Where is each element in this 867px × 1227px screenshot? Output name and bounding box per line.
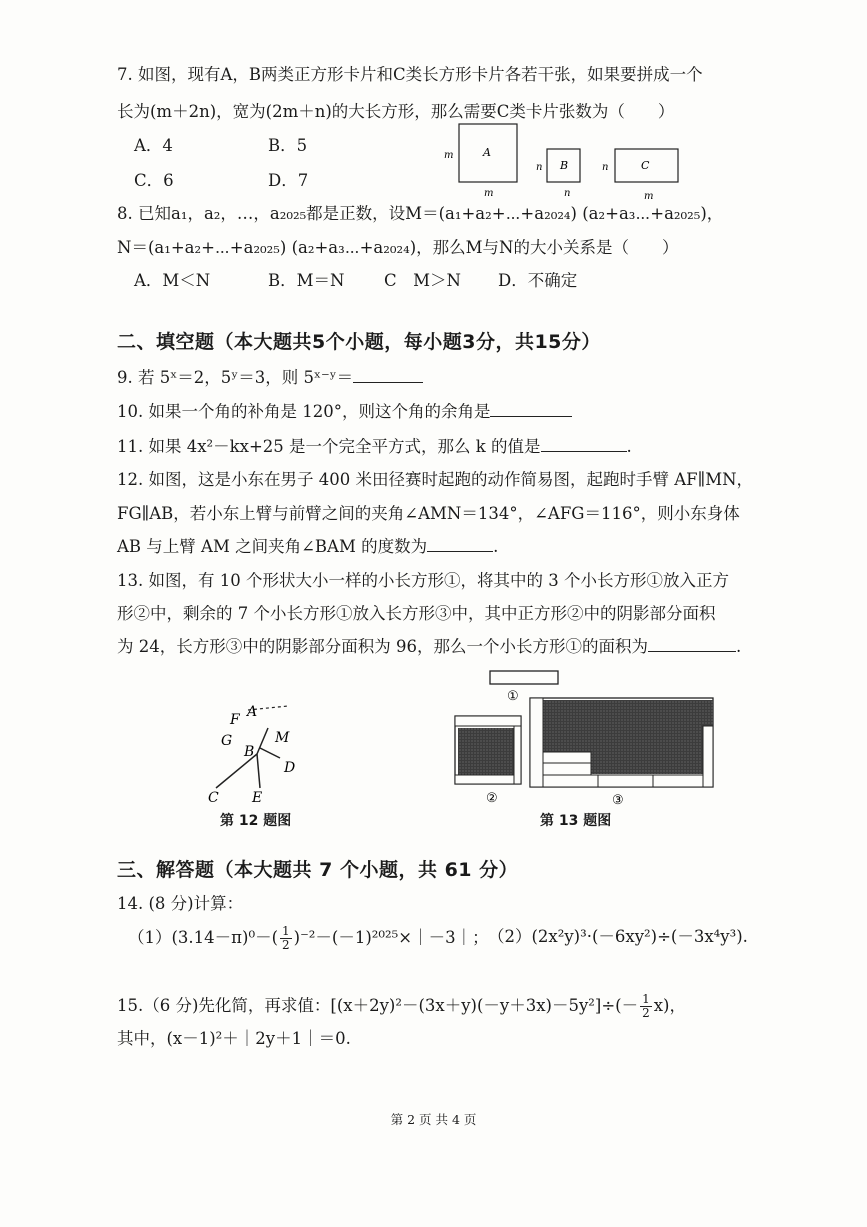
q8-options [134,270,634,294]
q8-option-a: A．M＜N [134,271,211,290]
q15-fraction-den: 2 [642,1006,650,1020]
q8-line2: N＝(a₁+a₂+⋯+a₂₀₂₅) (a₂+a₃⋯+a₂₀₂₄)，那么M与N的大小关系是（ ） [117,238,679,257]
fig12-label-e: E [252,790,263,806]
q12-line1: 12. 如图，这是小东在男子 400 米田径赛时起跑的动作简易图，起跑时手臂 AF∥MN， [117,470,754,489]
fig13-label-1: ① [507,689,519,704]
fig13-caption: 第 13 题图 [540,813,612,829]
fig13-diagram [450,668,725,810]
fig13-rect-3-piece-e [653,775,703,787]
fig13-square-2-rect-top [455,716,521,726]
q12-end: . [493,537,499,556]
q15-line2: 其中，(x－1)²＋｜2y＋1｜＝0. [117,1029,351,1048]
q13-line1: 13. 如图，有 10 个形状大小一样的小长方形①，将其中的 3 个小长方形①放入正方 [117,571,729,590]
q7-line1: 7. 如图，现有A，B两类正方形卡片和C类长方形卡片各若干张，如果要拼成一个 [117,65,703,84]
q15-fraction [640,993,652,1020]
card-b-bottom-n: n [564,188,571,199]
fig13-rect-3-piece-b [543,763,591,775]
q12-line2: FG∥AB，若小东上臂与前臂之间的夹角∠AMN＝134°，∠AFG＝116°，则小东身体 [117,504,740,523]
q8-option-c: C M＞N [384,271,461,290]
fig12-line-ba [257,728,268,754]
card-c-bottom-m: m [644,191,654,202]
page-footer: 第 2 页 共 4 页 [390,1112,477,1127]
q12-answer-blank [427,536,493,552]
q13-line2: 形②中，剩余的 7 个小长方形①放入长方形③中，其中正方形②中的阴影部分面积 [117,604,716,623]
q14-part1 [128,922,489,954]
fig12-label-b: B [244,744,255,760]
q11 [117,436,632,458]
fig13-rect-3-piece-f [703,726,713,787]
section-3-heading: 三、解答题（本大题共 7 个小题，共 61 分） [117,859,519,881]
q13-line3-text: 为 24，长方形③中的阴影部分面积为 96，那么一个小长方形①的面积为 [117,637,648,656]
q14-title: 14. (8 分)计算： [117,894,244,913]
q11-answer-blank [541,436,627,452]
q7-line2: 长为(m＋2n)，宽为(2m＋n)的大长方形，那么需要C类卡片张数为（ ） [117,102,675,121]
fig12-label-f: F [230,712,240,728]
fig12-line-be [257,754,260,788]
fig13-square-2-rect-side [514,726,521,784]
q12-line3 [117,536,498,558]
q15-line1 [117,990,686,1022]
q9-answer-blank [353,367,423,383]
fig13-square-2-rect-bottom [455,775,514,784]
fig12-label-m: M [275,730,290,746]
q11-text: 11. 如果 4x²－kx+25 是一个完全平方式，那么 k 的值是 [117,437,541,456]
q10 [117,401,572,423]
q15-line1-b: x)， [653,996,686,1015]
q8-line1: 8. 已知a₁，a₂，…，a₂₀₂₅都是正数，设M＝(a₁+a₂+⋯+a₂₀₂₄) (a₂+a₃⋯+a₂₀₂₅)， [117,204,724,223]
fig13-rect-3-piece-c [543,775,598,787]
q12-line3-text: AB 与上臂 AM 之间夹角∠BAM 的度数为 [117,537,428,556]
fig13-rect-3-piece-a [543,752,591,763]
q15-line1-a: 15.（6 分)先化简，再求值：[(x＋2y)²－(3x＋y)(－y＋3x)－5y²]÷(－ [117,996,639,1015]
fig12-label-a: A [247,704,258,720]
q14-part2: （2）(2x²y)³·(－6xy²)÷(－3x⁴y³). [488,927,748,946]
q7-options [134,135,434,195]
card-a-bottom-m: m [484,188,494,199]
fig12-label-d: D [284,760,296,776]
fig13-label-3: ③ [612,793,624,808]
card-c-label: C [641,159,650,172]
fig13-rect-3-piece-left [530,698,543,787]
card-b-label: B [560,159,569,172]
q13-answer-blank [648,636,736,652]
fig12-label-c: C [208,790,219,806]
card-b-side-n: n [536,162,543,173]
q7-option-c: C．6 [134,171,174,190]
q7-card-figure [440,118,690,203]
q7-option-b: B．5 [268,136,308,155]
q14-part1-b: )⁻²－(－1)²⁰²⁵×｜－3｜； [293,928,489,947]
q10-text: 10. 如果一个角的补角是 120°，则这个角的余角是 [117,402,491,421]
card-a-side-m: m [444,150,454,161]
fig13-small-rect-1 [490,671,558,684]
q13-line3 [117,636,741,658]
q7-option-d: D．7 [268,171,309,190]
q7-option-a: A．4 [134,136,173,155]
fig13-square-2-shaded [458,728,514,782]
fig12-line-bd [260,748,280,758]
fig12-caption: 第 12 题图 [220,813,292,829]
card-a-label: A [483,146,491,159]
q14-part1-a: （1）(3.14－π)⁰－( [128,928,279,947]
q14-fraction-num: 1 [282,924,290,938]
q11-end: . [626,437,632,456]
card-c-side-n: n [602,162,609,173]
q14-fraction-den: 2 [282,938,290,952]
q10-answer-blank [490,401,572,417]
q8-option-b: B．M＝N [268,271,345,290]
section-2-heading: 二、填空题（本大题共5个小题，每小题3分，共15分） [117,331,601,353]
q15-fraction-num: 1 [642,992,650,1006]
fig12-label-g: G [221,733,233,749]
fig12-diagram [200,688,320,808]
fig13-label-2: ② [486,791,498,806]
q14-fraction [280,925,292,952]
q9-text: 9. 若 5ˣ＝2，5ʸ＝3，则 5ˣ⁻ʸ＝ [117,368,354,387]
q13-end: . [735,637,742,656]
fig13-rect-3-piece-d [598,775,653,787]
q8-option-d: D．不确定 [498,271,578,290]
q9 [117,367,423,389]
